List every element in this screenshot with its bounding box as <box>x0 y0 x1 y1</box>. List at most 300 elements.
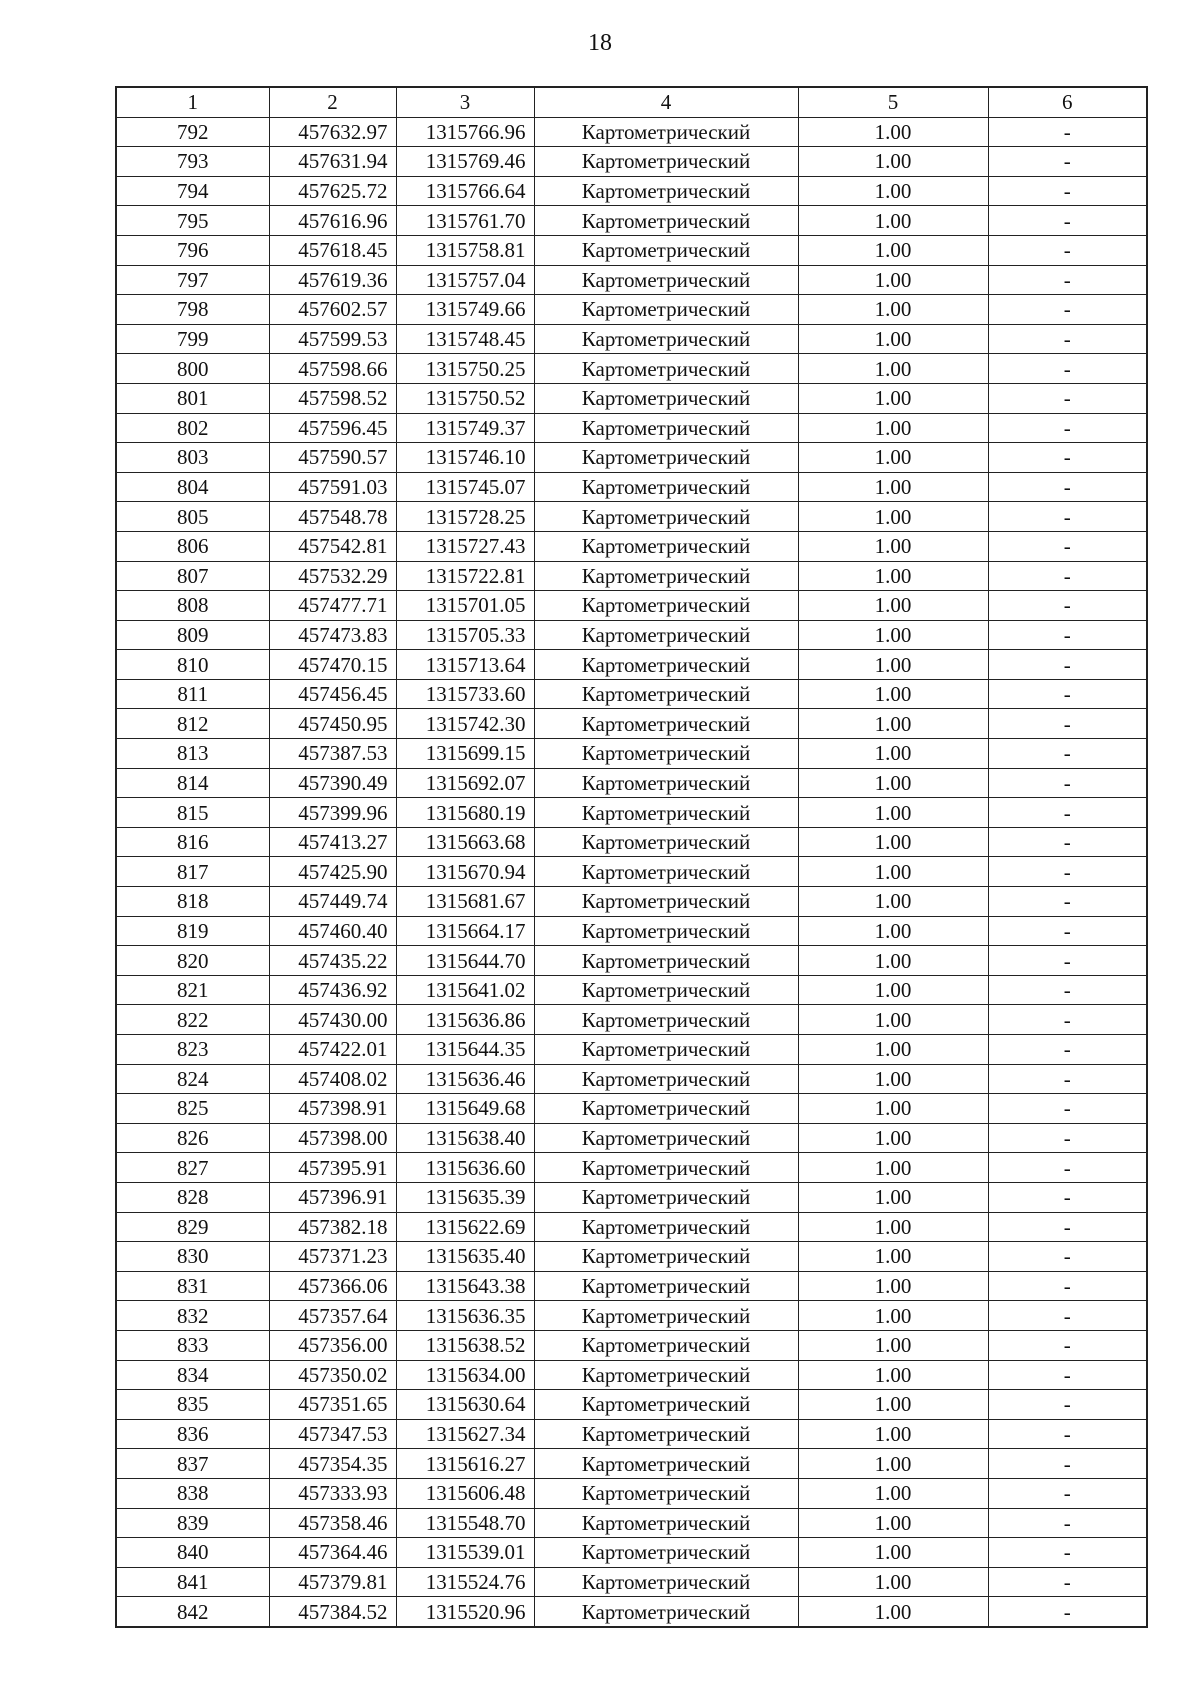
y-coordinate-cell: 1315643.38 <box>396 1271 534 1301</box>
method-cell: Картометрический <box>534 295 798 325</box>
description-cell: - <box>988 591 1147 621</box>
description-cell: - <box>988 1567 1147 1597</box>
method-cell: Картометрический <box>534 1597 798 1627</box>
accuracy-cell: 1.00 <box>798 798 988 828</box>
accuracy-cell: 1.00 <box>798 620 988 650</box>
accuracy-cell: 1.00 <box>798 916 988 946</box>
page-number: 18 <box>588 30 612 56</box>
accuracy-cell: 1.00 <box>798 1035 988 1065</box>
table-row <box>116 1271 1147 1301</box>
table-row <box>116 709 1147 739</box>
description-cell: - <box>988 1242 1147 1272</box>
description-cell: - <box>988 383 1147 413</box>
y-coordinate-cell: 1315692.07 <box>396 768 534 798</box>
method-cell: Картометрический <box>534 1301 798 1331</box>
accuracy-cell: 1.00 <box>798 472 988 502</box>
y-coordinate-cell: 1315727.43 <box>396 531 534 561</box>
point-number-cell: 795 <box>116 206 269 236</box>
accuracy-cell: 1.00 <box>798 1597 988 1627</box>
y-coordinate-cell: 1315644.70 <box>396 946 534 976</box>
point-number-cell: 813 <box>116 739 269 769</box>
table-row <box>116 295 1147 325</box>
description-cell: - <box>988 827 1147 857</box>
table-row <box>116 739 1147 769</box>
y-coordinate-cell: 1315758.81 <box>396 235 534 265</box>
point-number-cell: 821 <box>116 975 269 1005</box>
x-coordinate-cell: 457333.93 <box>269 1478 396 1508</box>
x-coordinate-cell: 457395.91 <box>269 1153 396 1183</box>
column-header: 3 <box>396 87 534 117</box>
table-row <box>116 443 1147 473</box>
method-cell: Картометрический <box>534 1360 798 1390</box>
x-coordinate-cell: 457347.53 <box>269 1419 396 1449</box>
description-cell: - <box>988 502 1147 532</box>
description-cell: - <box>988 1182 1147 1212</box>
method-cell: Картометрический <box>534 1478 798 1508</box>
method-cell: Картометрический <box>534 739 798 769</box>
accuracy-cell: 1.00 <box>798 147 988 177</box>
y-coordinate-cell: 1315713.64 <box>396 650 534 680</box>
method-cell: Картометрический <box>534 443 798 473</box>
accuracy-cell: 1.00 <box>798 679 988 709</box>
method-cell: Картометрический <box>534 561 798 591</box>
point-number-cell: 835 <box>116 1390 269 1420</box>
point-number-cell: 802 <box>116 413 269 443</box>
x-coordinate-cell: 457413.27 <box>269 827 396 857</box>
description-cell: - <box>988 768 1147 798</box>
description-cell: - <box>988 1301 1147 1331</box>
x-coordinate-cell: 457596.45 <box>269 413 396 443</box>
y-coordinate-cell: 1315638.52 <box>396 1330 534 1360</box>
method-cell: Картометрический <box>534 324 798 354</box>
accuracy-cell: 1.00 <box>798 383 988 413</box>
table-header-row <box>116 87 1147 117</box>
point-number-cell: 811 <box>116 679 269 709</box>
column-header: 4 <box>534 87 798 117</box>
x-coordinate-cell: 457591.03 <box>269 472 396 502</box>
y-coordinate-cell: 1315636.60 <box>396 1153 534 1183</box>
accuracy-cell: 1.00 <box>798 857 988 887</box>
table-body <box>116 117 1147 1627</box>
method-cell: Картометрический <box>534 857 798 887</box>
table-row <box>116 1360 1147 1390</box>
accuracy-cell: 1.00 <box>798 709 988 739</box>
table-row <box>116 768 1147 798</box>
table-row <box>116 1508 1147 1538</box>
point-number-cell: 792 <box>116 117 269 147</box>
table-row <box>116 887 1147 917</box>
accuracy-cell: 1.00 <box>798 591 988 621</box>
accuracy-cell: 1.00 <box>798 739 988 769</box>
method-cell: Картометрический <box>534 1390 798 1420</box>
y-coordinate-cell: 1315634.00 <box>396 1360 534 1390</box>
method-cell: Картометрический <box>534 1153 798 1183</box>
description-cell: - <box>988 1094 1147 1124</box>
y-coordinate-cell: 1315749.37 <box>396 413 534 443</box>
description-cell: - <box>988 1390 1147 1420</box>
y-coordinate-cell: 1315644.35 <box>396 1035 534 1065</box>
method-cell: Картометрический <box>534 1271 798 1301</box>
x-coordinate-cell: 457422.01 <box>269 1035 396 1065</box>
description-cell: - <box>988 147 1147 177</box>
x-coordinate-cell: 457602.57 <box>269 295 396 325</box>
x-coordinate-cell: 457449.74 <box>269 887 396 917</box>
method-cell: Картометрический <box>534 117 798 147</box>
y-coordinate-cell: 1315670.94 <box>396 857 534 887</box>
description-cell: - <box>988 176 1147 206</box>
description-cell: - <box>988 1508 1147 1538</box>
y-coordinate-cell: 1315757.04 <box>396 265 534 295</box>
table-row <box>116 946 1147 976</box>
column-header: 1 <box>116 87 269 117</box>
point-number-cell: 817 <box>116 857 269 887</box>
column-header: 5 <box>798 87 988 117</box>
y-coordinate-cell: 1315699.15 <box>396 739 534 769</box>
accuracy-cell: 1.00 <box>798 946 988 976</box>
accuracy-cell: 1.00 <box>798 1301 988 1331</box>
x-coordinate-cell: 457371.23 <box>269 1242 396 1272</box>
method-cell: Картометрический <box>534 591 798 621</box>
point-number-cell: 824 <box>116 1064 269 1094</box>
description-cell: - <box>988 946 1147 976</box>
table-row <box>116 1449 1147 1479</box>
method-cell: Картометрический <box>534 147 798 177</box>
x-coordinate-cell: 457590.57 <box>269 443 396 473</box>
table-row <box>116 1390 1147 1420</box>
table-row <box>116 679 1147 709</box>
table-row <box>116 1597 1147 1627</box>
y-coordinate-cell: 1315636.35 <box>396 1301 534 1331</box>
x-coordinate-cell: 457436.92 <box>269 975 396 1005</box>
y-coordinate-cell: 1315761.70 <box>396 206 534 236</box>
table-row <box>116 1035 1147 1065</box>
y-coordinate-cell: 1315616.27 <box>396 1449 534 1479</box>
method-cell: Картометрический <box>534 383 798 413</box>
accuracy-cell: 1.00 <box>798 768 988 798</box>
accuracy-cell: 1.00 <box>798 827 988 857</box>
method-cell: Картометрический <box>534 1212 798 1242</box>
point-number-cell: 799 <box>116 324 269 354</box>
point-number-cell: 801 <box>116 383 269 413</box>
x-coordinate-cell: 457351.65 <box>269 1390 396 1420</box>
table-row <box>116 975 1147 1005</box>
accuracy-cell: 1.00 <box>798 1390 988 1420</box>
table-row <box>116 857 1147 887</box>
table-row <box>116 798 1147 828</box>
description-cell: - <box>988 1123 1147 1153</box>
description-cell: - <box>988 1330 1147 1360</box>
y-coordinate-cell: 1315746.10 <box>396 443 534 473</box>
point-number-cell: 834 <box>116 1360 269 1390</box>
y-coordinate-cell: 1315766.64 <box>396 176 534 206</box>
method-cell: Картометрический <box>534 472 798 502</box>
accuracy-cell: 1.00 <box>798 1064 988 1094</box>
y-coordinate-cell: 1315728.25 <box>396 502 534 532</box>
description-cell: - <box>988 206 1147 236</box>
description-cell: - <box>988 887 1147 917</box>
x-coordinate-cell: 457408.02 <box>269 1064 396 1094</box>
method-cell: Картометрический <box>534 946 798 976</box>
point-number-cell: 815 <box>116 798 269 828</box>
x-coordinate-cell: 457619.36 <box>269 265 396 295</box>
y-coordinate-cell: 1315750.25 <box>396 354 534 384</box>
accuracy-cell: 1.00 <box>798 561 988 591</box>
y-coordinate-cell: 1315701.05 <box>396 591 534 621</box>
description-cell: - <box>988 1271 1147 1301</box>
table-row <box>116 1153 1147 1183</box>
accuracy-cell: 1.00 <box>798 1271 988 1301</box>
x-coordinate-cell: 457390.49 <box>269 768 396 798</box>
method-cell: Картометрический <box>534 176 798 206</box>
point-number-cell: 830 <box>116 1242 269 1272</box>
y-coordinate-cell: 1315769.46 <box>396 147 534 177</box>
description-cell: - <box>988 1035 1147 1065</box>
method-cell: Картометрический <box>534 709 798 739</box>
method-cell: Картометрический <box>534 1123 798 1153</box>
x-coordinate-cell: 457384.52 <box>269 1597 396 1627</box>
description-cell: - <box>988 679 1147 709</box>
method-cell: Картометрический <box>534 798 798 828</box>
description-cell: - <box>988 561 1147 591</box>
point-number-cell: 841 <box>116 1567 269 1597</box>
column-header: 2 <box>269 87 396 117</box>
point-number-cell: 798 <box>116 295 269 325</box>
table-row <box>116 117 1147 147</box>
method-cell: Картометрический <box>534 206 798 236</box>
method-cell: Картометрический <box>534 531 798 561</box>
accuracy-cell: 1.00 <box>798 502 988 532</box>
table-row <box>116 1419 1147 1449</box>
y-coordinate-cell: 1315627.34 <box>396 1419 534 1449</box>
point-number-cell: 816 <box>116 827 269 857</box>
point-number-cell: 839 <box>116 1508 269 1538</box>
x-coordinate-cell: 457364.46 <box>269 1538 396 1568</box>
x-coordinate-cell: 457450.95 <box>269 709 396 739</box>
point-number-cell: 797 <box>116 265 269 295</box>
y-coordinate-cell: 1315649.68 <box>396 1094 534 1124</box>
point-number-cell: 812 <box>116 709 269 739</box>
y-coordinate-cell: 1315606.48 <box>396 1478 534 1508</box>
table-row <box>116 1478 1147 1508</box>
x-coordinate-cell: 457396.91 <box>269 1182 396 1212</box>
table-row <box>116 1330 1147 1360</box>
accuracy-cell: 1.00 <box>798 1094 988 1124</box>
y-coordinate-cell: 1315722.81 <box>396 561 534 591</box>
x-coordinate-cell: 457599.53 <box>269 324 396 354</box>
y-coordinate-cell: 1315681.67 <box>396 887 534 917</box>
x-coordinate-cell: 457542.81 <box>269 531 396 561</box>
accuracy-cell: 1.00 <box>798 1449 988 1479</box>
table-row <box>116 827 1147 857</box>
method-cell: Картометрический <box>534 413 798 443</box>
accuracy-cell: 1.00 <box>798 354 988 384</box>
description-cell: - <box>988 1449 1147 1479</box>
method-cell: Картометрический <box>534 650 798 680</box>
description-cell: - <box>988 472 1147 502</box>
table-row <box>116 502 1147 532</box>
accuracy-cell: 1.00 <box>798 1212 988 1242</box>
method-cell: Картометрический <box>534 1182 798 1212</box>
point-number-cell: 822 <box>116 1005 269 1035</box>
point-number-cell: 804 <box>116 472 269 502</box>
x-coordinate-cell: 457616.96 <box>269 206 396 236</box>
accuracy-cell: 1.00 <box>798 1567 988 1597</box>
x-coordinate-cell: 457477.71 <box>269 591 396 621</box>
description-cell: - <box>988 620 1147 650</box>
point-number-cell: 829 <box>116 1212 269 1242</box>
method-cell: Картометрический <box>534 265 798 295</box>
table-row <box>116 1064 1147 1094</box>
method-cell: Картометрический <box>534 354 798 384</box>
method-cell: Картометрический <box>534 1035 798 1065</box>
method-cell: Картометрический <box>534 620 798 650</box>
point-number-cell: 810 <box>116 650 269 680</box>
method-cell: Картометрический <box>534 887 798 917</box>
method-cell: Картометрический <box>534 1005 798 1035</box>
table-row <box>116 176 1147 206</box>
table-row <box>116 265 1147 295</box>
method-cell: Картометрический <box>534 1242 798 1272</box>
y-coordinate-cell: 1315750.52 <box>396 383 534 413</box>
x-coordinate-cell: 457350.02 <box>269 1360 396 1390</box>
table-row <box>116 413 1147 443</box>
y-coordinate-cell: 1315622.69 <box>396 1212 534 1242</box>
column-header: 6 <box>988 87 1147 117</box>
accuracy-cell: 1.00 <box>798 1182 988 1212</box>
accuracy-cell: 1.00 <box>798 206 988 236</box>
point-number-cell: 833 <box>116 1330 269 1360</box>
method-cell: Картометрический <box>534 1419 798 1449</box>
accuracy-cell: 1.00 <box>798 176 988 206</box>
table-row <box>116 531 1147 561</box>
point-number-cell: 805 <box>116 502 269 532</box>
table-row <box>116 561 1147 591</box>
method-cell: Картометрический <box>534 1538 798 1568</box>
x-coordinate-cell: 457358.46 <box>269 1508 396 1538</box>
y-coordinate-cell: 1315638.40 <box>396 1123 534 1153</box>
method-cell: Картометрический <box>534 1094 798 1124</box>
table-row <box>116 620 1147 650</box>
y-coordinate-cell: 1315664.17 <box>396 916 534 946</box>
y-coordinate-cell: 1315705.33 <box>396 620 534 650</box>
description-cell: - <box>988 1419 1147 1449</box>
table-row <box>116 1212 1147 1242</box>
accuracy-cell: 1.00 <box>798 1123 988 1153</box>
y-coordinate-cell: 1315742.30 <box>396 709 534 739</box>
y-coordinate-cell: 1315636.46 <box>396 1064 534 1094</box>
description-cell: - <box>988 531 1147 561</box>
y-coordinate-cell: 1315548.70 <box>396 1508 534 1538</box>
method-cell: Картометрический <box>534 235 798 265</box>
x-coordinate-cell: 457631.94 <box>269 147 396 177</box>
x-coordinate-cell: 457398.91 <box>269 1094 396 1124</box>
accuracy-cell: 1.00 <box>798 235 988 265</box>
y-coordinate-cell: 1315524.76 <box>396 1567 534 1597</box>
description-cell: - <box>988 413 1147 443</box>
accuracy-cell: 1.00 <box>798 1005 988 1035</box>
y-coordinate-cell: 1315539.01 <box>396 1538 534 1568</box>
table-row <box>116 1005 1147 1035</box>
accuracy-cell: 1.00 <box>798 975 988 1005</box>
accuracy-cell: 1.00 <box>798 324 988 354</box>
x-coordinate-cell: 457460.40 <box>269 916 396 946</box>
method-cell: Картометрический <box>534 1508 798 1538</box>
point-number-cell: 840 <box>116 1538 269 1568</box>
description-cell: - <box>988 650 1147 680</box>
point-number-cell: 800 <box>116 354 269 384</box>
point-number-cell: 808 <box>116 591 269 621</box>
method-cell: Картометрический <box>534 679 798 709</box>
y-coordinate-cell: 1315748.45 <box>396 324 534 354</box>
method-cell: Картометрический <box>534 1064 798 1094</box>
accuracy-cell: 1.00 <box>798 117 988 147</box>
x-coordinate-cell: 457399.96 <box>269 798 396 828</box>
x-coordinate-cell: 457548.78 <box>269 502 396 532</box>
accuracy-cell: 1.00 <box>798 443 988 473</box>
accuracy-cell: 1.00 <box>798 650 988 680</box>
description-cell: - <box>988 1064 1147 1094</box>
method-cell: Картометрический <box>534 502 798 532</box>
x-coordinate-cell: 457398.00 <box>269 1123 396 1153</box>
x-coordinate-cell: 457356.00 <box>269 1330 396 1360</box>
x-coordinate-cell: 457354.35 <box>269 1449 396 1479</box>
point-number-cell: 832 <box>116 1301 269 1331</box>
x-coordinate-cell: 457357.64 <box>269 1301 396 1331</box>
point-number-cell: 796 <box>116 235 269 265</box>
point-number-cell: 825 <box>116 1094 269 1124</box>
y-coordinate-cell: 1315636.86 <box>396 1005 534 1035</box>
x-coordinate-cell: 457625.72 <box>269 176 396 206</box>
point-number-cell: 807 <box>116 561 269 591</box>
table-row <box>116 206 1147 236</box>
accuracy-cell: 1.00 <box>798 1538 988 1568</box>
method-cell: Картометрический <box>534 1330 798 1360</box>
table-row <box>116 1123 1147 1153</box>
description-cell: - <box>988 1597 1147 1627</box>
table-row <box>116 1301 1147 1331</box>
point-number-cell: 809 <box>116 620 269 650</box>
point-number-cell: 820 <box>116 946 269 976</box>
description-cell: - <box>988 916 1147 946</box>
method-cell: Картометрический <box>534 827 798 857</box>
coordinates-table <box>115 86 1148 1628</box>
accuracy-cell: 1.00 <box>798 887 988 917</box>
x-coordinate-cell: 457435.22 <box>269 946 396 976</box>
x-coordinate-cell: 457387.53 <box>269 739 396 769</box>
point-number-cell: 823 <box>116 1035 269 1065</box>
table-row <box>116 147 1147 177</box>
x-coordinate-cell: 457470.15 <box>269 650 396 680</box>
table-row <box>116 1182 1147 1212</box>
description-cell: - <box>988 1005 1147 1035</box>
description-cell: - <box>988 117 1147 147</box>
point-number-cell: 814 <box>116 768 269 798</box>
table-row <box>116 324 1147 354</box>
y-coordinate-cell: 1315635.39 <box>396 1182 534 1212</box>
accuracy-cell: 1.00 <box>798 1242 988 1272</box>
accuracy-cell: 1.00 <box>798 1330 988 1360</box>
x-coordinate-cell: 457430.00 <box>269 1005 396 1035</box>
accuracy-cell: 1.00 <box>798 531 988 561</box>
y-coordinate-cell: 1315766.96 <box>396 117 534 147</box>
description-cell: - <box>988 1478 1147 1508</box>
point-number-cell: 842 <box>116 1597 269 1627</box>
point-number-cell: 828 <box>116 1182 269 1212</box>
y-coordinate-cell: 1315663.68 <box>396 827 534 857</box>
x-coordinate-cell: 457379.81 <box>269 1567 396 1597</box>
point-number-cell: 837 <box>116 1449 269 1479</box>
y-coordinate-cell: 1315680.19 <box>396 798 534 828</box>
